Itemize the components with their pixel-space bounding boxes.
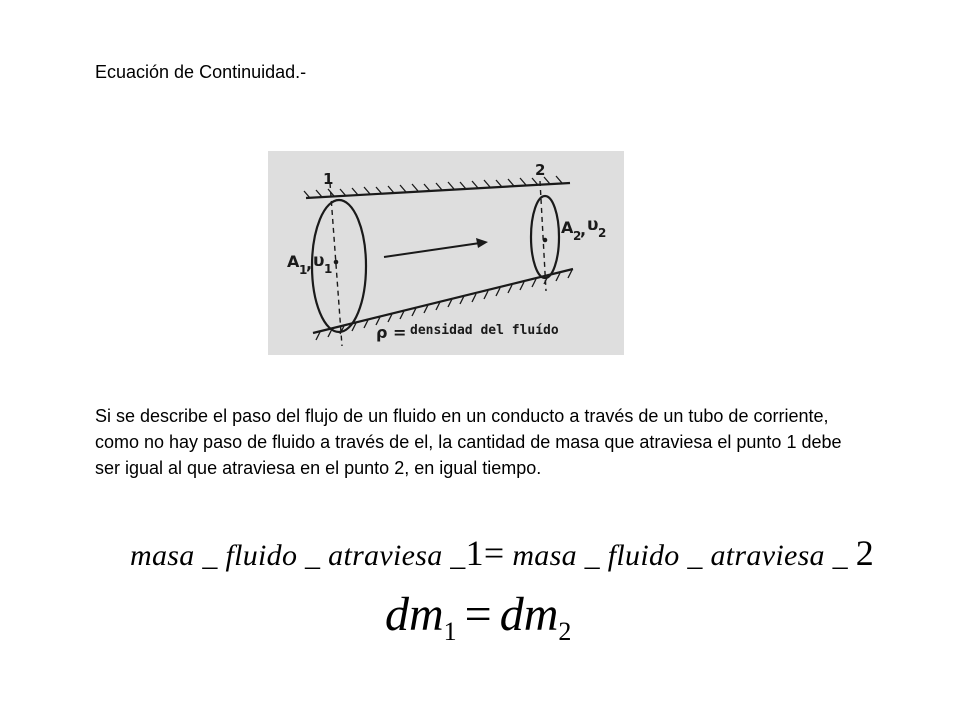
stream-tube-figure [268, 151, 624, 355]
velocity-1-subscript: 1 [324, 262, 333, 276]
differential-equation [385, 585, 571, 662]
mass-equation-left-number: 1 [465, 533, 484, 573]
section-1-center-dot [334, 260, 339, 265]
section-2-label: 2 [535, 161, 546, 179]
area-2-symbol: A [561, 218, 574, 237]
section-1-label: 1 [323, 170, 334, 188]
velocity-2-subscript: 2 [598, 226, 607, 240]
dm2-term: dm [499, 588, 559, 641]
differential-equals: = [464, 588, 492, 641]
dm1-subscript: 1 [443, 617, 457, 646]
separator-2: , [580, 220, 587, 239]
section-2-center-dot [543, 238, 548, 243]
explanation-paragraph [95, 403, 855, 481]
velocity-2-symbol: υ [587, 215, 599, 235]
dm1-term: dm [385, 588, 444, 641]
density-symbol: ρ = [376, 323, 407, 342]
mass-equation-right: masa _ fluido _ atraviesa _ [512, 539, 848, 572]
mass-equation-equals: = [483, 533, 505, 573]
velocity-1-symbol: υ [313, 251, 325, 271]
area-2-subscript: 2 [573, 229, 582, 243]
separator-1: , [306, 254, 313, 273]
paragraph-text: Si se describe el paso del flujo de un fluido en un conducto a través de un tubo de corriente, como no hay paso de fluido a través de el, la cantidad de masa que atraviesa el punto 1 debe ser igual al que atraviesa en el punto 2, en igual tiempo. [95, 406, 842, 478]
mass-equation [130, 533, 875, 576]
density-caption: densidad del fluído [410, 323, 559, 338]
dm2-subscript: 2 [558, 617, 572, 646]
area-1-symbol: A [287, 252, 300, 271]
mass-equation-right-number: 2 [855, 533, 875, 573]
mass-equation-left: masa _ fluido _ atraviesa _ [130, 539, 466, 572]
stream-tube-diagram [268, 151, 624, 355]
page-title: Ecuación de Continuidad.- [95, 62, 307, 82]
area-1-subscript: 1 [299, 263, 308, 277]
